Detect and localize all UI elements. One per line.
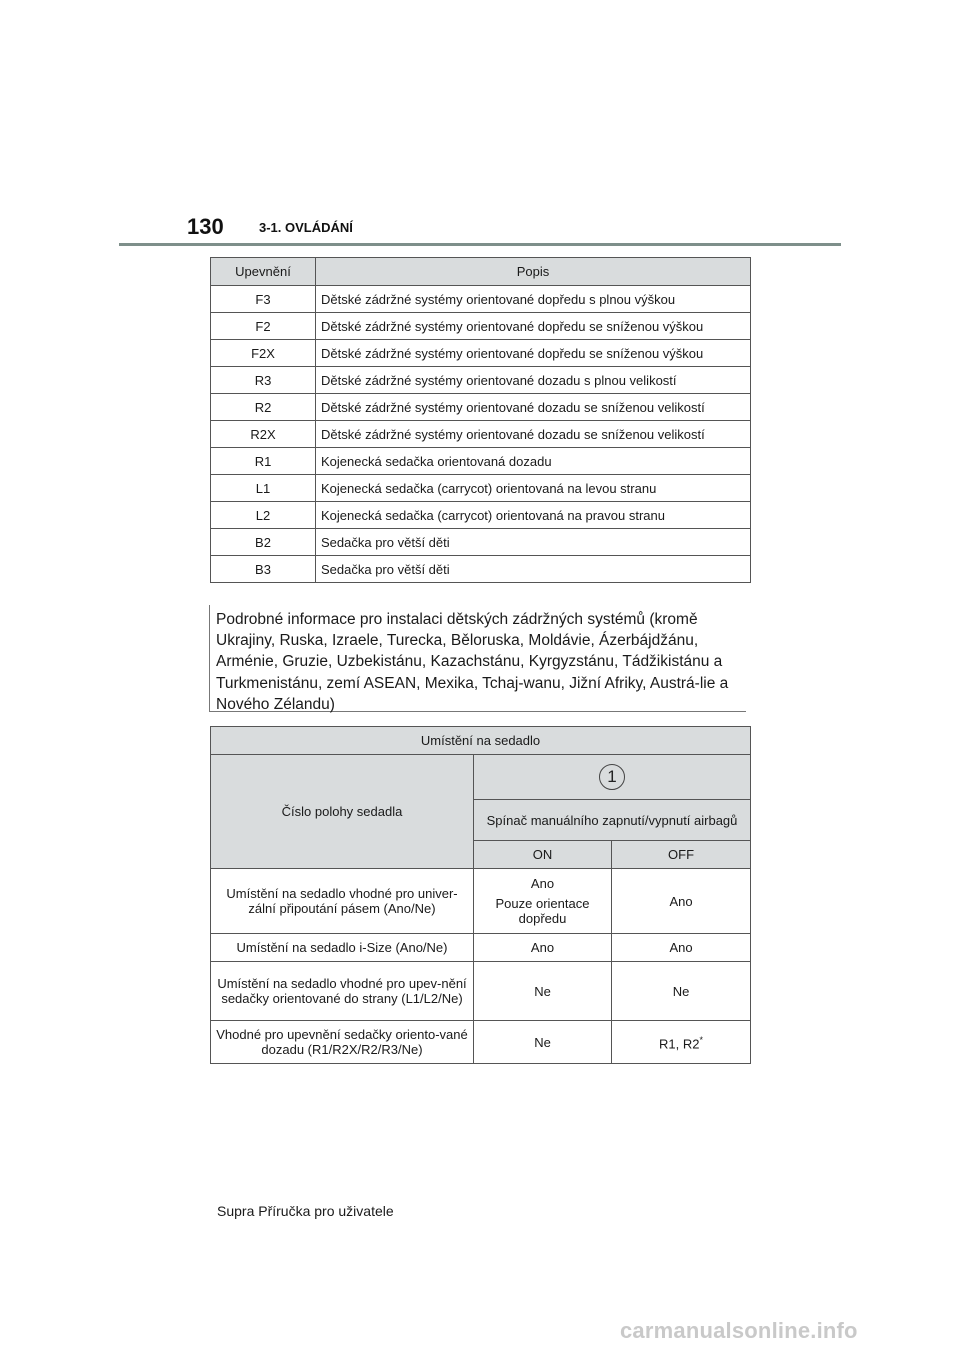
on-value: Ano (530, 876, 555, 891)
table-row (211, 313, 751, 340)
fixation-description: Dětské zádržné systémy orientované dozadu se sníženou velikostí (316, 394, 751, 421)
fixation-code: B2 (211, 529, 316, 556)
on-value: Ne (474, 962, 612, 1021)
column-header-on: ON (474, 841, 612, 869)
fixation-description: Sedačka pro větší děti (316, 529, 751, 556)
on-value-note: Pouze orientace dopředu (495, 896, 590, 926)
fixation-code: R1 (211, 448, 316, 475)
off-value: Ano (612, 934, 751, 962)
row-label: Umístění na sedadlo vhodné pro univer-zální připoutání pásem (Ano/Ne) (211, 869, 474, 934)
row-label: Umístění na sedadlo vhodné pro upev-nění sedačky orientované do strany (L1/L2/Ne) (211, 962, 474, 1021)
off-value: R1, R2 (659, 1036, 700, 1052)
seat-table-title: Umístění na sedadlo (211, 727, 751, 755)
table-row (211, 934, 751, 962)
fixation-table (210, 257, 751, 583)
table-row (211, 502, 751, 529)
row-label: Vhodné pro upevnění sedačky oriento-vané dozadu (R1/R2X/R2/R3/Ne) (211, 1021, 474, 1064)
fixation-code: F3 (211, 286, 316, 313)
column-header-description: Popis (316, 258, 751, 286)
seat-position-number-badge: 1 (599, 764, 625, 790)
header-rule (119, 243, 841, 246)
fixation-description: Sedačka pro větší děti (316, 556, 751, 583)
row-label: Umístění na sedadlo i-Size (Ano/Ne) (211, 934, 474, 962)
fixation-code: R2 (211, 394, 316, 421)
table-row (211, 367, 751, 394)
table-row (211, 1021, 751, 1064)
column-header-fixation: Upevnění (211, 258, 316, 286)
table-row (211, 394, 751, 421)
on-value: Ne (474, 1021, 612, 1064)
table-row (211, 556, 751, 583)
fixation-code: F2X (211, 340, 316, 367)
table-row (211, 869, 751, 934)
fixation-code: L1 (211, 475, 316, 502)
table-row (211, 340, 751, 367)
fixation-code: R3 (211, 367, 316, 394)
seat-position-table (210, 726, 751, 1064)
table-row (211, 962, 751, 1021)
table-row (211, 529, 751, 556)
table-row (211, 421, 751, 448)
fixation-description: Dětské zádržné systémy orientované dozadu s plnou velikostí (316, 367, 751, 394)
on-value: Ano (474, 934, 612, 962)
seat-table-title-row (211, 727, 751, 755)
section-title: 3-1. OVLÁDÁNÍ (259, 220, 353, 235)
off-value: Ano (612, 869, 751, 934)
fixation-description: Dětské zádržné systémy orientované dopředu s plnou výškou (316, 286, 751, 313)
fixation-description: Kojenecká sedačka orientovaná dozadu (316, 448, 751, 475)
fixation-description: Kojenecká sedačka (carrycot) orientovaná na pravou stranu (316, 502, 751, 529)
footnote-mark: * (699, 1034, 703, 1045)
fixation-code: F2 (211, 313, 316, 340)
fixation-description: Dětské zádržné systémy orientované dopředu se sníženou výškou (316, 313, 751, 340)
watermark: carmanualsonline.info (620, 1318, 858, 1343)
table-row (211, 475, 751, 502)
page-number: 130 (187, 214, 224, 239)
airbag-switch-label: Spínač manuálního zapnutí/vypnutí airbagů (474, 800, 751, 841)
note-text: Podrobné informace pro instalaci dětských zádržných systémů (kromě Ukrajiny, Ruska, Izraele, Turecka, Běloruska, Moldávie, Ázerbájdžánu, Arménie, Gruzie, Uzbekistánu, Kazachstánu, Kyrgyzstánu, Tádžikistánu a Turkmenistánu, zemí ASEAN, Mexika, Tchaj-wanu, Jižní Afriky, Austrá-lie a Nového Zélandu) (216, 611, 729, 713)
footer-text: Supra Příručka pro uživatele (217, 1203, 394, 1219)
fixation-code: R2X (211, 421, 316, 448)
fixation-description: Dětské zádržné systémy orientované dopředu se sníženou výškou (316, 340, 751, 367)
fixation-description: Kojenecká sedačka (carrycot) orientovaná na levou stranu (316, 475, 751, 502)
fixation-table-header (211, 258, 751, 286)
fixation-code: B3 (211, 556, 316, 583)
table-row (211, 448, 751, 475)
off-value: Ne (612, 962, 751, 1021)
table-row (211, 286, 751, 313)
seat-position-label: Číslo polohy sedadla (211, 755, 474, 869)
fixation-code: L2 (211, 502, 316, 529)
fixation-description: Dětské zádržné systémy orientované dozadu se sníženou velikostí (316, 421, 751, 448)
column-header-off: OFF (612, 841, 751, 869)
